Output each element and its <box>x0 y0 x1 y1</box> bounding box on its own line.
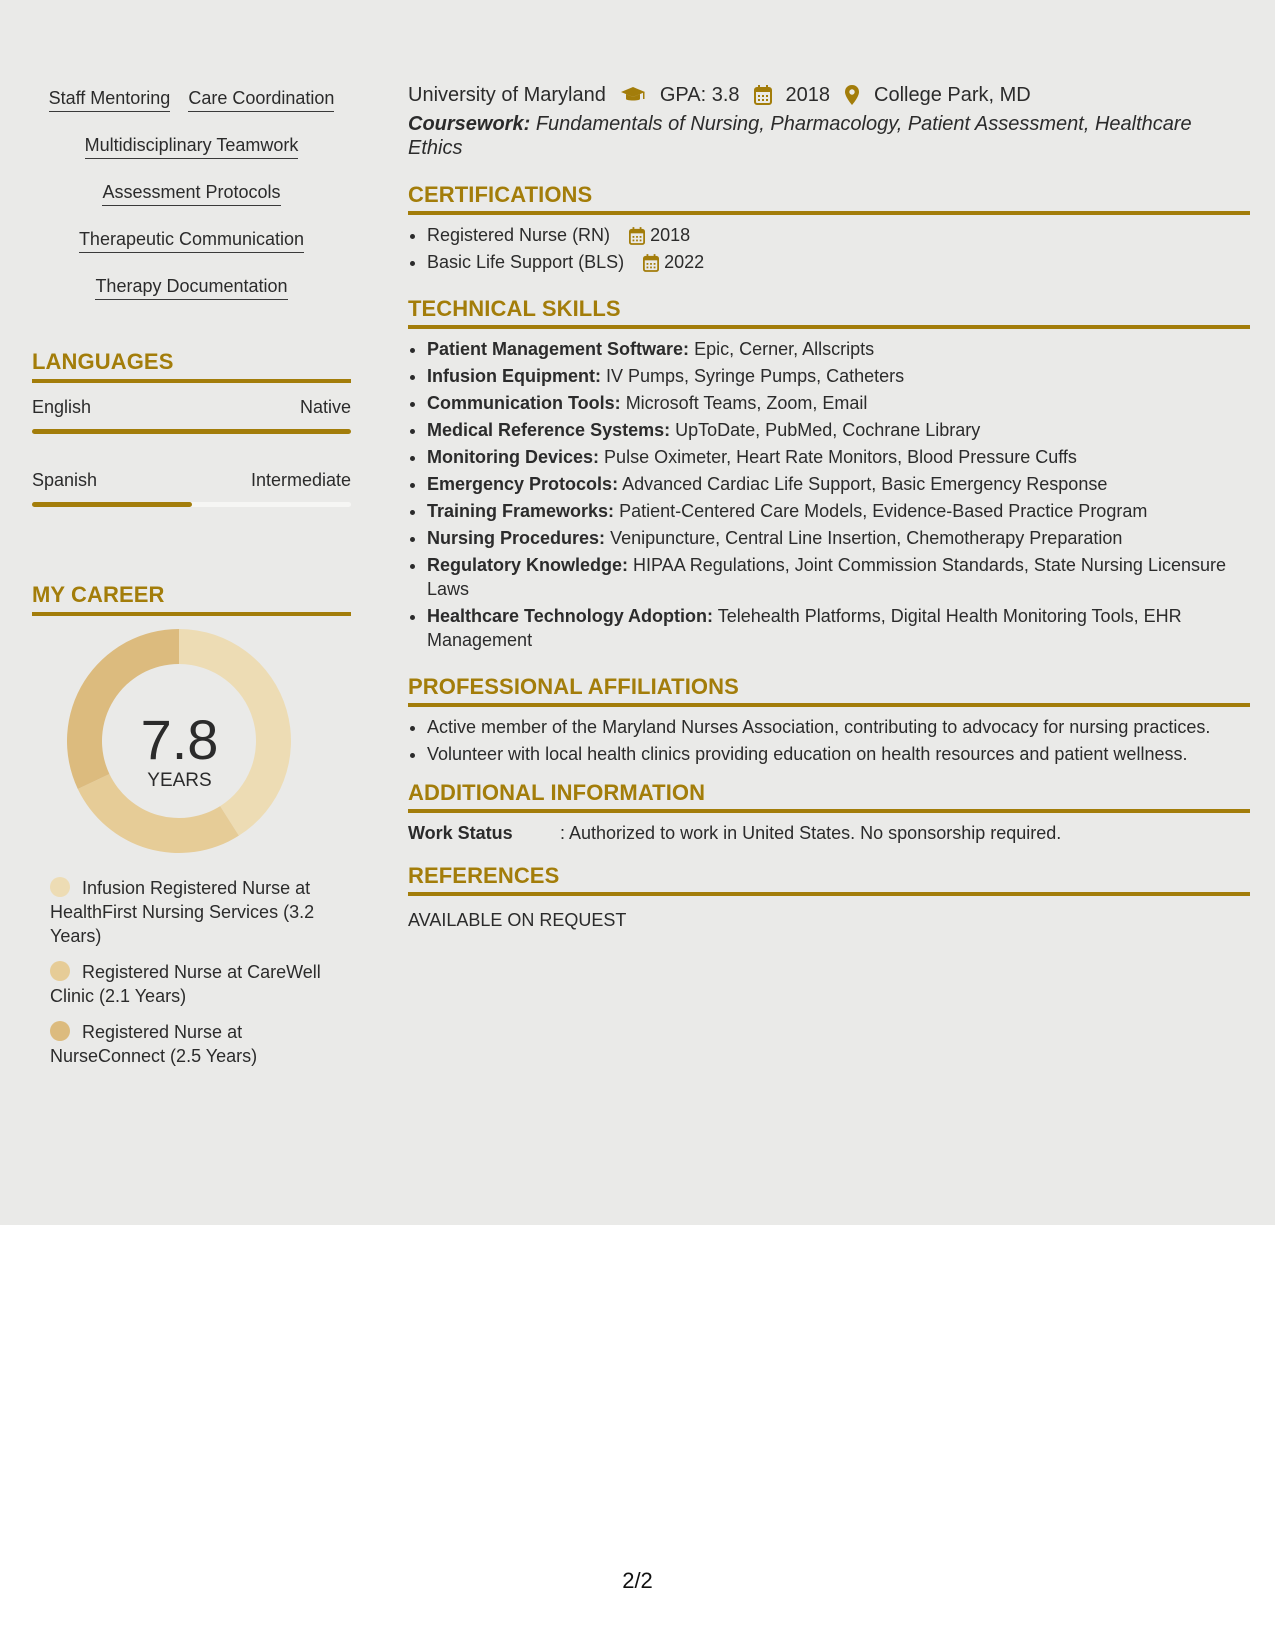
certification-name: Registered Nurse (RN) <box>427 225 611 245</box>
language-name: English <box>32 397 92 417</box>
skill-values: Advanced Cardiac Life Support, Basic Emergency Response <box>622 474 1108 494</box>
skill-values: Patient-Centered Care Models, Evidence-Based Practice Program <box>619 501 1148 521</box>
certification-item <box>427 250 1250 274</box>
languages-heading: LANGUAGES <box>32 349 351 383</box>
skill-category: Emergency Protocols: <box>427 474 619 494</box>
calendar-icon <box>629 227 645 245</box>
additional-info-section <box>408 780 1250 845</box>
skill-category: Regulatory Knowledge: <box>427 555 629 575</box>
skill-values: Epic, Cerner, Allscripts <box>694 339 875 359</box>
education-line <box>408 80 1250 110</box>
language-bar-fill <box>32 502 192 507</box>
page-number: 2/2 <box>622 1568 653 1593</box>
legend-item <box>50 960 335 1008</box>
skill-values: IV Pumps, Syringe Pumps, Catheters <box>606 366 905 386</box>
skill-values: HIPAA Regulations, Joint Commission Standards, State Nursing Licensure Laws <box>427 555 1226 599</box>
certifications-section <box>408 182 1250 274</box>
legend-label: Registered Nurse at NurseConnect (2.5 Years) <box>50 1022 258 1066</box>
language-item <box>32 395 351 434</box>
technical-skill-item <box>427 553 1250 601</box>
skill-category: Medical Reference Systems: <box>427 420 671 440</box>
donut-unit: YEARS <box>147 770 212 791</box>
education-location: College Park, MD <box>874 84 1031 106</box>
skills-tags <box>32 84 351 319</box>
additional-info-heading: ADDITIONAL INFORMATION <box>408 780 1250 813</box>
affiliations-heading: PROFESSIONAL AFFILIATIONS <box>408 674 1250 707</box>
skill-tag: Therapeutic Communication <box>79 227 304 253</box>
skill-values: Venipuncture, Central Line Insertion, Chemotherapy Preparation <box>610 528 1123 548</box>
work-status-value: : Authorized to work in United States. No sponsorship required. <box>560 823 1062 843</box>
technical-skills-heading: TECHNICAL SKILLS <box>408 296 1250 329</box>
skill-category: Patient Management Software: <box>427 339 690 359</box>
references-text: AVAILABLE ON REQUEST <box>408 910 627 930</box>
school-name: University of Maryland <box>408 84 606 106</box>
skill-values: Pulse Oximeter, Heart Rate Monitors, Blood Pressure Cuffs <box>604 447 1077 467</box>
language-level: Native <box>299 397 351 417</box>
career-legend <box>32 876 335 1068</box>
skill-tag: Therapy Documentation <box>95 274 287 300</box>
skill-tag: Multidisciplinary Teamwork <box>85 133 299 159</box>
right-column <box>408 80 1250 932</box>
technical-skill-item <box>427 526 1250 550</box>
skill-category: Monitoring Devices: <box>427 447 600 467</box>
legend-swatch <box>50 961 70 981</box>
left-column <box>32 84 351 1080</box>
references-heading: REFERENCES <box>408 863 1250 896</box>
language-bar <box>32 502 351 507</box>
coursework <box>408 112 1250 160</box>
affiliations-section <box>408 674 1250 766</box>
technical-skill-item <box>427 337 1250 361</box>
skill-values: Microsoft Teams, Zoom, Email <box>625 393 868 413</box>
language-item <box>32 468 351 507</box>
certifications-heading: CERTIFICATIONS <box>408 182 1250 215</box>
references-section <box>408 863 1250 932</box>
certification-name: Basic Life Support (BLS) <box>427 252 625 272</box>
technical-skill-item <box>427 499 1250 523</box>
gpa: GPA: 3.8 <box>659 84 740 106</box>
certification-year: 2022 <box>664 252 705 272</box>
language-name: Spanish <box>32 470 98 490</box>
legend-label: Infusion Registered Nurse at HealthFirst Nursing Services (3.2 Years) <box>50 878 315 946</box>
technical-skill-item <box>427 445 1250 469</box>
skill-category: Training Frameworks: <box>427 501 615 521</box>
certification-item <box>427 223 1250 247</box>
education-year: 2018 <box>785 84 831 106</box>
career-heading: MY CAREER <box>32 582 351 616</box>
certifications-list <box>408 223 1250 274</box>
language-bar <box>32 429 351 434</box>
language-level: Intermediate <box>250 470 351 490</box>
coursework-list: Fundamentals of Nursing, Pharmacology, Patient Assessment, Healthcare Ethics <box>408 113 1192 159</box>
calendar-icon <box>754 85 772 105</box>
certification-year: 2018 <box>650 225 691 245</box>
technical-skills-list <box>408 337 1250 652</box>
skill-tag: Staff Mentoring <box>49 86 171 112</box>
career-donut-chart <box>32 616 351 876</box>
legend-label: Registered Nurse at CareWell Clinic (2.1 Years) <box>50 962 321 1006</box>
legend-swatch <box>50 1021 70 1041</box>
legend-item <box>50 876 335 948</box>
work-status-row <box>408 821 1250 845</box>
legend-swatch <box>50 877 70 897</box>
skill-values: UpToDate, PubMed, Cochrane Library <box>675 420 981 440</box>
technical-skill-item <box>427 604 1250 652</box>
legend-item <box>50 1020 335 1068</box>
skill-category: Nursing Procedures: <box>427 528 606 548</box>
affiliation-item: • Active member of the Maryland Nurses Association, contributing to advocacy for nursing practices. <box>427 715 1250 739</box>
technical-skills-section <box>408 296 1250 652</box>
technical-skill-item <box>427 418 1250 442</box>
calendar-icon <box>643 254 659 272</box>
donut-total: 7.8 <box>140 708 219 771</box>
skill-tag: Assessment Protocols <box>102 180 280 206</box>
skill-tag: Care Coordination <box>188 86 334 112</box>
skill-category: Healthcare Technology Adoption: <box>427 606 714 626</box>
coursework-label: Coursework: <box>408 113 531 135</box>
skill-values: Telehealth Platforms, Digital Health Monitoring Tools, EHR Management <box>427 606 1182 650</box>
skill-category: Infusion Equipment: <box>427 366 601 386</box>
graduation-cap-icon <box>620 85 646 105</box>
skill-category: Communication Tools: <box>427 393 621 413</box>
work-status-label: Work Status <box>408 823 513 843</box>
technical-skill-item <box>427 472 1250 496</box>
affiliations-list <box>408 715 1250 766</box>
affiliation-item: • Volunteer with local health clinics providing education on health resources and patient wellness. <box>427 742 1250 766</box>
language-bar-fill <box>32 429 351 434</box>
technical-skill-item <box>427 391 1250 415</box>
location-pin-icon <box>844 84 860 106</box>
technical-skill-item <box>427 364 1250 388</box>
